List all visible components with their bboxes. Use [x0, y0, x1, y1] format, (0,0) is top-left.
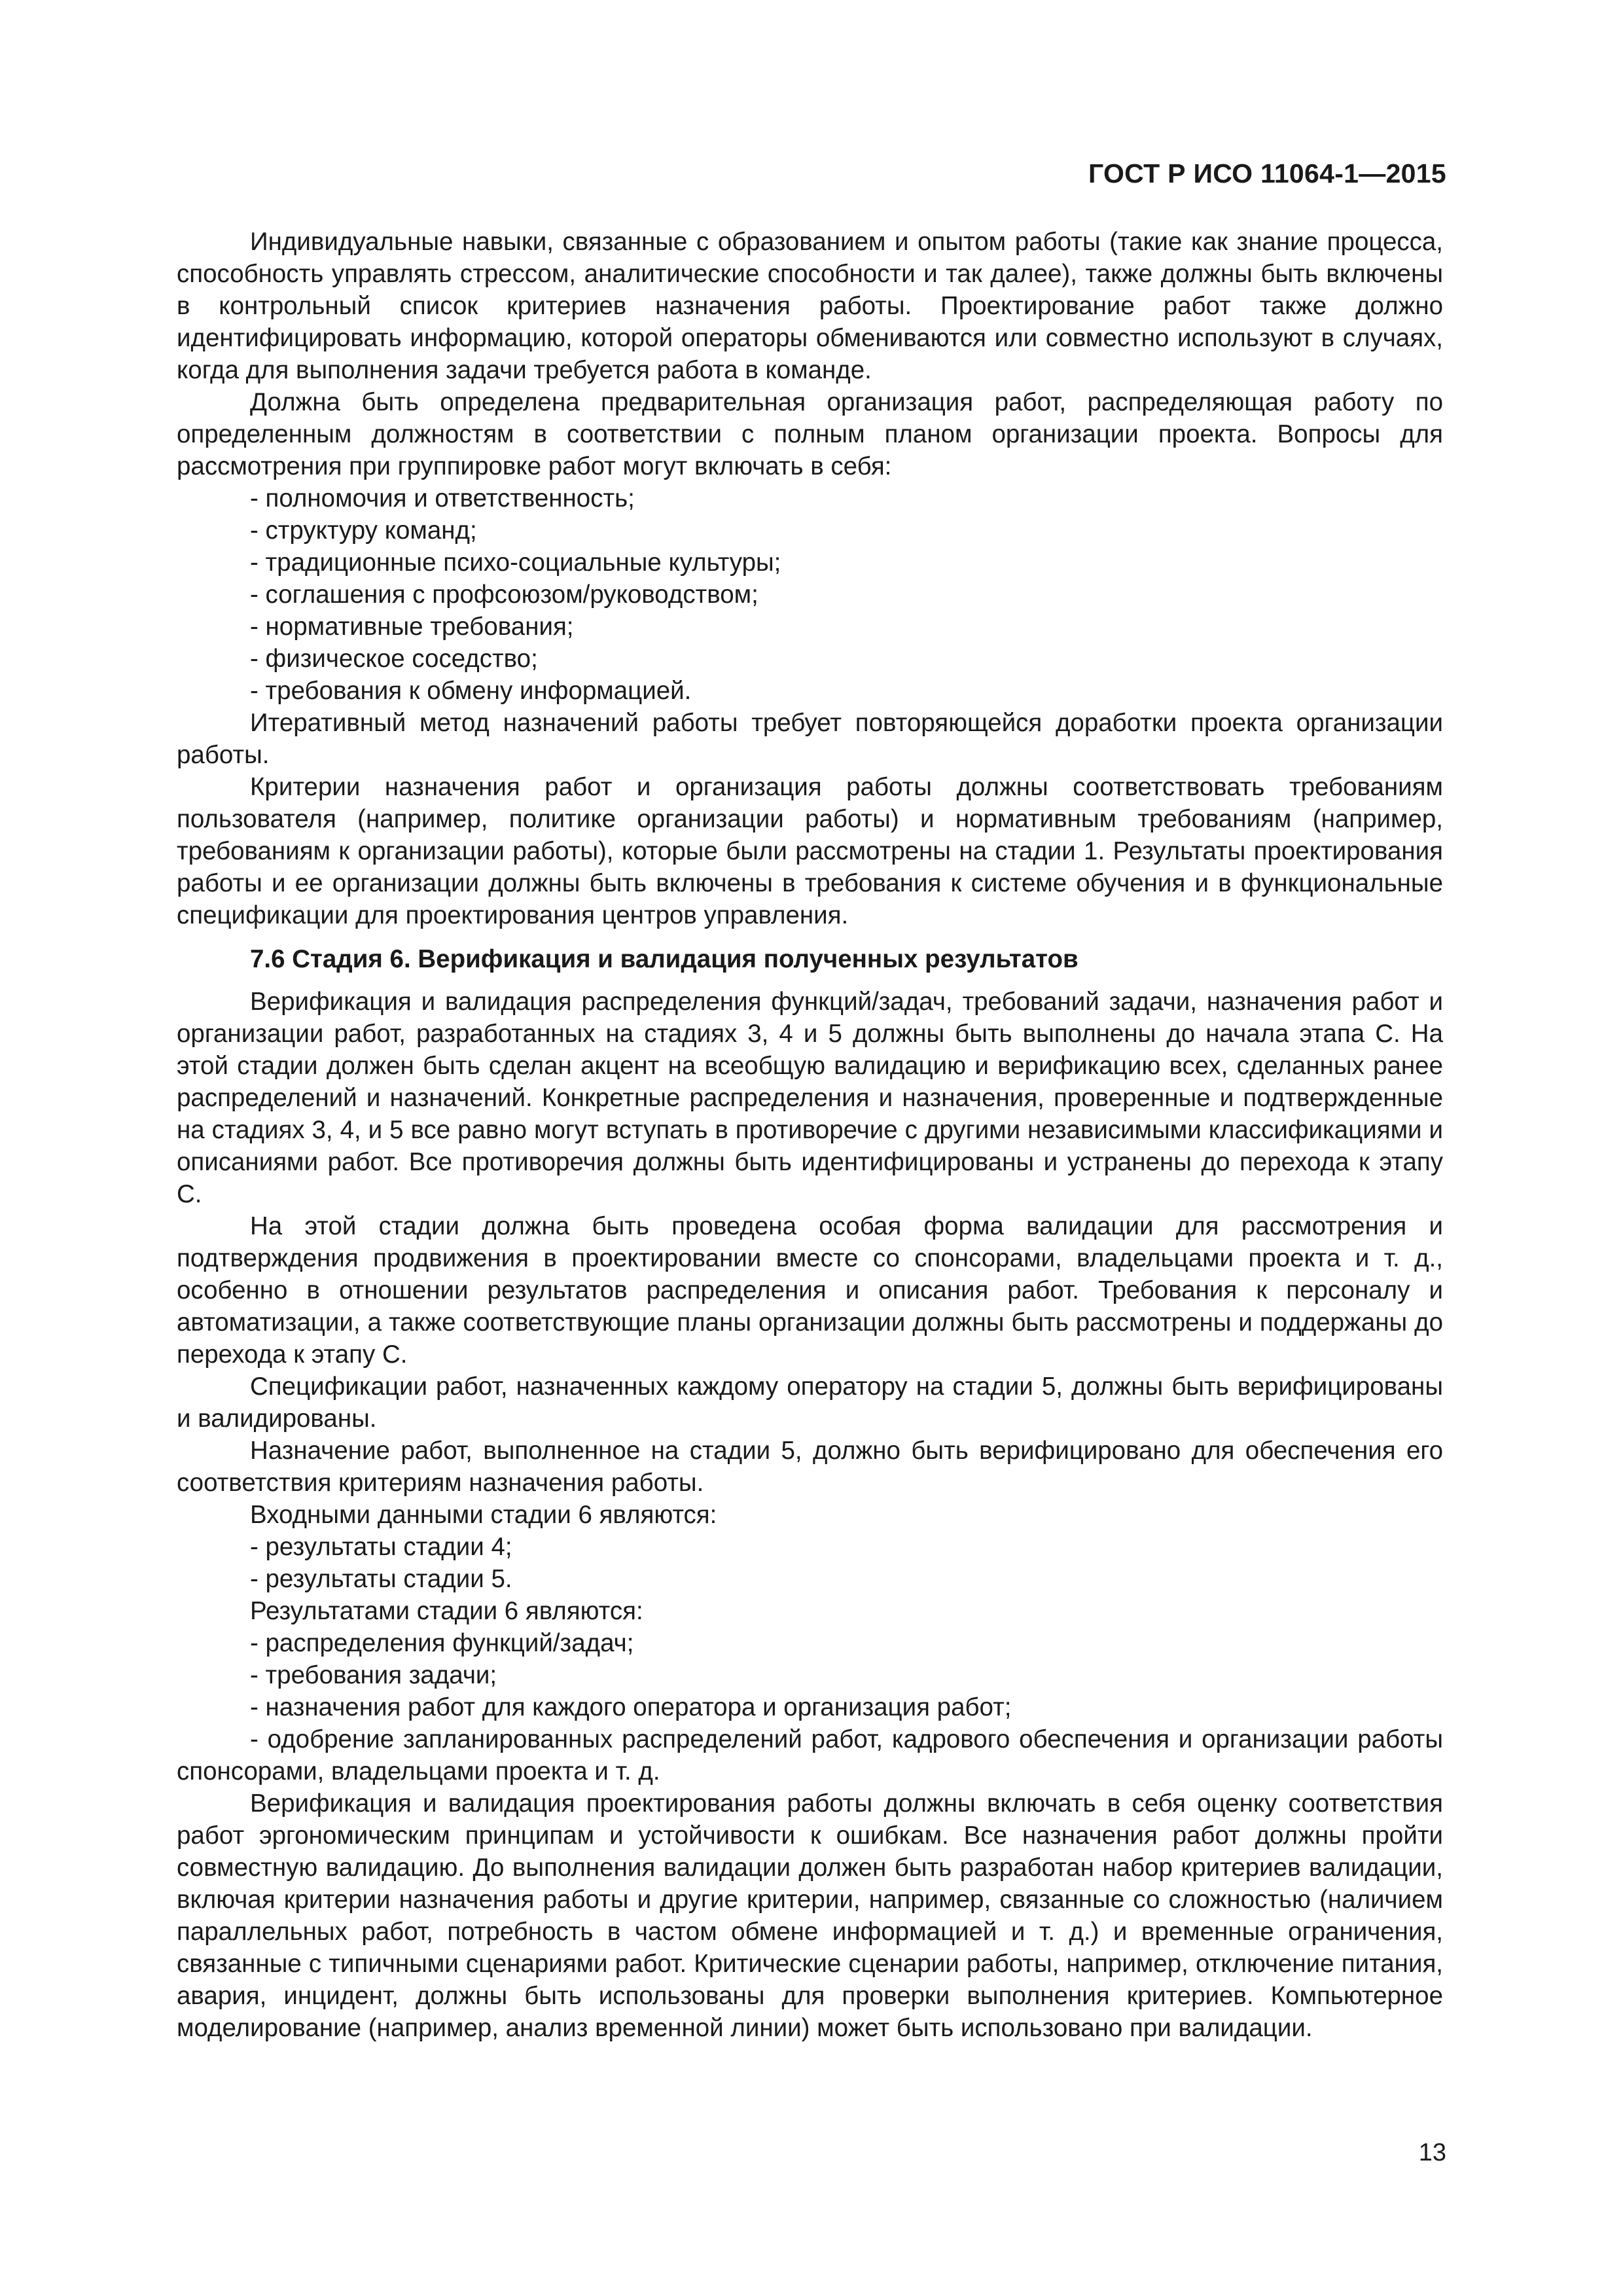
list-item: - распределения функций/задач;: [250, 1629, 634, 1657]
list-item: - результаты стадии 4;: [250, 1533, 512, 1561]
paragraph-iterative-method: Итеративный метод назначений работы требует повторяющейся доработки проекта организации работы.: [177, 709, 1443, 769]
paragraph-design-validation: Верификация и валидация проектирования работы должны включать в себя оценку соответствия работ эргономическим принципам и устойчивости к ошибкам. Все назначения работ должны пройти совместную валидацию. До выполнения валидации должен быть разработан набор критериев валидации, включая критерии назначения работы и другие критерии, например, связанные со сложностью (наличием параллельных работ, потребность в частом обмене информацией и т. д.) и временные ограничения, связанные с типичными сценариями работ. Критические сценарии работы, например, отключение питания, авария, инцидент, должны быть использованы для проверки выполнения критериев. Компьютерное моделирование (например, анализ временной линии) может быть использовано при валидации.: [177, 1789, 1443, 2042]
paragraph-preliminary-organization: Должна быть определена предварительная организация работ, распределяющая работу по определенным должностям в соответствии с полным планом организации проекта. Вопросы для рассмотрения при группировке работ могут включать в себя:: [177, 388, 1443, 480]
document-body: [177, 226, 1443, 2044]
list-item: - требования к обмену информацией.: [250, 677, 692, 705]
list-item: - нормативные требования;: [250, 613, 574, 641]
paragraph-individual-skills: Индивидуальные навыки, связанные с образованием и опытом работы (такие как знание процесса, способность управлять стрессом, аналитические способности и так далее), также должны быть включены в контрольный список критериев назначения работы. Проектирование работ также должно идентифицировать информацию, которой операторы обмениваются или совместно используют в случаях, когда для выполнения задачи требуется работа в команде.: [177, 228, 1443, 384]
inputs-label: Входными данными стадии 6 являются:: [250, 1501, 717, 1529]
document-number-header: ГОСТ Р ИСО 11064-1—2015: [1088, 158, 1446, 188]
list-item: - требования задачи;: [250, 1661, 497, 1689]
results-list: [177, 1627, 1443, 1723]
paragraph-verification-validation: Верификация и валидация распределения функций/задач, требований задачи, назначения работ и организации работ, разработанных на стадиях 3, 4 и 5 должны быть выполнены до начала этапа С. На этой стадии должен быть сделан акцент на всеобщую валидацию и верификацию всех, сделанных ранее распределений и назначений. Конкретные распределения и назначения, проверенные и подтвержденные на стадиях 3, 4, и 5 все равно могут вступать в противоречие с другими независимыми классификациями и описаниями работ. Все противоречия должны быть идентифицированы и устранены до перехода к этапу С.: [177, 988, 1443, 1208]
paragraph-assignment: Назначение работ, выполненное на стадии 5, должно быть верифицировано для обеспечения его соответствия критериям назначения работы.: [177, 1437, 1443, 1497]
list-item: - полномочия и ответственность;: [250, 484, 635, 512]
results-label: Результатами стадии 6 являются:: [250, 1597, 643, 1625]
paragraph-special-validation: На этой стадии должна быть проведена особая форма валидации для рассмотрения и подтверждения продвижения в проектировании вместе со спонсорами, владельцами проекта и т. д., особенно в отношении результатов распределения и описания работ. Требования к персоналу и автоматизации, а также соответствующие планы организации должны быть рассмотрены и поддержаны до перехода к этапу С.: [177, 1212, 1443, 1369]
grouping-questions-list: [177, 482, 1443, 707]
list-item: - назначения работ для каждого оператора и организация работ;: [250, 1693, 1012, 1721]
paragraph-criteria-requirements: Критерии назначения работ и организация работы должны соответствовать требованиям пользователя (например, политике организации работы) и нормативным требованиям (например, требованиям к организации работы), которые были рассмотрены на стадии 1. Результаты проектирования работы и ее организации должны быть включены в требования к системе обучения и в функциональные спецификации для проектирования центров управления.: [177, 773, 1443, 929]
results-list-last-item: - одобрение запланированных распределений работ, кадрового обеспечения и организации работы спонсорами, владельцами проекта и т. д.: [177, 1725, 1443, 1785]
list-item: - традиционные психо-социальные культуры;: [250, 548, 781, 577]
section-heading-7-6: 7.6 Стадия 6. Верификация и валидация полученных результатов: [250, 945, 1079, 973]
list-item: - физическое соседство;: [250, 645, 538, 673]
paragraph-specifications: Спецификации работ, назначенных каждому оператору на стадии 5, должны быть верифицированы и валидированы.: [177, 1372, 1443, 1433]
inputs-list: [177, 1531, 1443, 1595]
list-item: - соглашения с профсоюзом/руководством;: [250, 581, 758, 609]
list-item: - результаты стадии 5.: [250, 1565, 512, 1593]
list-item: - структуру команд;: [250, 516, 477, 545]
page-number: 13: [1418, 2139, 1446, 2166]
